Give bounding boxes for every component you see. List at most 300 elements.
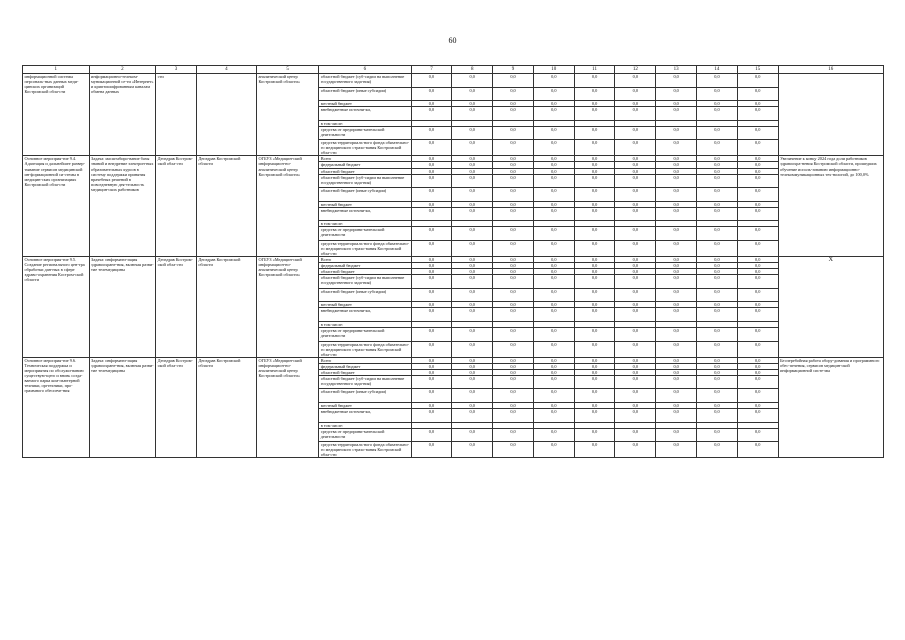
block-c2-cell: Задача: информати-зация здравоохране-ния, включая разви-тие телемедицины xyxy=(89,357,156,458)
value-cell: 0,0 xyxy=(615,107,656,121)
value-cell: 0,0 xyxy=(493,375,534,389)
column-number: 1 xyxy=(23,66,90,74)
value-cell: 0,0 xyxy=(411,341,452,357)
value-cell: 0,0 xyxy=(697,389,738,403)
value-cell: 0,0 xyxy=(533,341,574,357)
value-cell: 0,0 xyxy=(533,74,574,88)
value-cell: 0,0 xyxy=(615,126,656,140)
block-c2-cell: Задача: информати-зация здравоохране-ния, включая разви-тие телемедицины xyxy=(89,257,156,358)
funding-source-label: местный бюджет xyxy=(319,302,411,308)
value-cell: 0,0 xyxy=(615,257,656,263)
funding-source-label: областной бюджет xyxy=(319,168,411,174)
value-cell: 0,0 xyxy=(452,140,493,156)
funding-source-label: в том числе: xyxy=(319,120,411,126)
funding-source-label: в том числе: xyxy=(319,422,411,428)
value-cell: 0,0 xyxy=(574,168,615,174)
value-cell: 0,0 xyxy=(697,328,738,342)
value-cell: 0,0 xyxy=(574,126,615,140)
column-number: 3 xyxy=(156,66,197,74)
value-cell: 0,0 xyxy=(452,162,493,168)
value-cell: 0,0 xyxy=(411,126,452,140)
value-cell: 0,0 xyxy=(656,227,697,241)
column-number: 12 xyxy=(615,66,656,74)
value-cell: 0,0 xyxy=(493,442,534,458)
value-cell: 0,0 xyxy=(493,140,534,156)
funding-source-label: средства территориаль-ного фонда обязательно-го медицинского страхо-вания Костромской обла-сти xyxy=(320,341,410,357)
value-cell: 0,0 xyxy=(493,201,534,207)
page-number: 60 xyxy=(448,36,457,45)
value-cell: 0,0 xyxy=(493,341,534,357)
column-number: 16 xyxy=(778,66,883,74)
value-cell: 0,0 xyxy=(452,275,493,289)
value-cell: 0,0 xyxy=(697,269,738,275)
value-cell: 0,0 xyxy=(737,442,778,458)
value-cell: 0,0 xyxy=(452,409,493,423)
value-cell: 0,0 xyxy=(411,357,452,363)
value-cell: 0,0 xyxy=(697,188,738,202)
value-cell: 0,0 xyxy=(574,389,615,403)
block-c3-cell: Депздрав Костром-ской обла-сти xyxy=(156,257,197,358)
funding-source-label: областной бюджет (суб-сидии на выполнение государственного зада-ния) xyxy=(319,74,411,88)
value-cell: 0,0 xyxy=(697,369,738,375)
value-cell: 0,0 xyxy=(615,402,656,408)
block-c1-cell: Основное мероприя-тие 9.4. Адаптация и дальнейшее развер-тывание сервисов медицинской ин-формационной си-стемы в медицин-ских организациях Костромской обла-сти xyxy=(23,156,90,257)
value-cell: 0,0 xyxy=(493,87,534,101)
block-c1-cell: информационной системы персональ-ных данных меди-цинских организаций Костромской обла-сти xyxy=(23,74,90,156)
block-c3-cell: Депздрав Костром-ской обла-сти xyxy=(156,357,197,458)
value-cell: 0,0 xyxy=(737,375,778,389)
value-cell: 0,0 xyxy=(411,409,452,423)
value-cell: 0,0 xyxy=(697,87,738,101)
funding-source-label: областной бюджет (иные субсидии) xyxy=(319,188,411,202)
value-cell: 0,0 xyxy=(737,257,778,263)
value-cell: 0,0 xyxy=(452,207,493,221)
value-cell: 0,0 xyxy=(615,87,656,101)
value-cell: 0,0 xyxy=(697,156,738,162)
value-cell: 0,0 xyxy=(533,428,574,442)
value-cell: 0,0 xyxy=(615,363,656,369)
value-cell: 0,0 xyxy=(452,126,493,140)
funding-source-label: Всего xyxy=(319,357,411,363)
value-cell: 0,0 xyxy=(452,363,493,369)
value-cell: 0,0 xyxy=(533,269,574,275)
block-c1-cell: Основное мероприя-тие 9.5. Создание регионального цен-тра обработки дан-ных в сфере здраво-охранения Костром-ской области xyxy=(23,257,90,358)
value-cell: 0,0 xyxy=(656,201,697,207)
value-cell: 0,0 xyxy=(656,87,697,101)
value-cell: 0,0 xyxy=(533,302,574,308)
block-c5-cell: ОГБУЗ «Медицин-ский информацион-но-аналитический центр Костромской области» xyxy=(256,156,318,257)
value-cell: 0,0 xyxy=(574,375,615,389)
value-cell: 0,0 xyxy=(574,409,615,423)
value-cell: 0,0 xyxy=(533,363,574,369)
funding-source-label: местный бюджет xyxy=(319,101,411,107)
value-cell: 0,0 xyxy=(656,302,697,308)
value-cell: 0,0 xyxy=(656,188,697,202)
value-cell: 0,0 xyxy=(656,101,697,107)
value-cell: 0,0 xyxy=(737,240,778,256)
value-cell: 0,0 xyxy=(656,341,697,357)
value-cell: 0,0 xyxy=(615,442,656,458)
value-cell: 0,0 xyxy=(411,168,452,174)
value-cell: 0,0 xyxy=(697,402,738,408)
funding-source-label: Всего xyxy=(319,156,411,162)
funding-source-label: внебюджетные источни-ки, xyxy=(319,107,411,121)
value-cell: 0,0 xyxy=(493,107,534,121)
value-cell: 0,0 xyxy=(574,275,615,289)
value-cell: 0,0 xyxy=(574,442,615,458)
value-cell: 0,0 xyxy=(697,288,738,302)
value-cell: 0,0 xyxy=(411,308,452,322)
value-cell: 0,0 xyxy=(533,201,574,207)
value-cell: 0,0 xyxy=(615,188,656,202)
value-cell: 0,0 xyxy=(452,263,493,269)
value-cell: 0,0 xyxy=(656,409,697,423)
value-cell: 0,0 xyxy=(737,308,778,322)
funding-source-label: Всего xyxy=(319,257,411,263)
value-cell: 0,0 xyxy=(533,240,574,256)
value-cell: 0,0 xyxy=(493,389,534,403)
value-cell: 0,0 xyxy=(452,101,493,107)
value-cell: 0,0 xyxy=(533,227,574,241)
value-cell: 0,0 xyxy=(615,357,656,363)
value-cell: 0,0 xyxy=(452,107,493,121)
value-cell: 0,0 xyxy=(737,389,778,403)
column-number: 6 xyxy=(319,66,411,74)
column-number: 14 xyxy=(697,66,738,74)
block-c4-cell: Депздрав Костромской области xyxy=(196,257,256,358)
value-cell: 0,0 xyxy=(411,375,452,389)
value-cell: 0,0 xyxy=(411,442,452,458)
block-c4-cell xyxy=(196,74,256,156)
value-cell: 0,0 xyxy=(737,402,778,408)
value-cell: 0,0 xyxy=(574,269,615,275)
value-cell: 0,0 xyxy=(656,328,697,342)
value-cell: 0,0 xyxy=(411,207,452,221)
value-cell: 0,0 xyxy=(493,156,534,162)
funding-source-label: внебюджетные источни-ки, xyxy=(319,409,411,423)
block-c3-cell: Депздрав Костром-ской обла-сти xyxy=(156,156,197,257)
value-cell: 0,0 xyxy=(615,269,656,275)
value-cell: 0,0 xyxy=(493,207,534,221)
value-cell: 0,0 xyxy=(493,168,534,174)
value-cell: 0,0 xyxy=(737,74,778,88)
value-cell: 0,0 xyxy=(533,140,574,156)
value-cell: 0,0 xyxy=(615,101,656,107)
funding-source-label: средства территориаль-ного фонда обязательно-го медицинского страхо-вания Костромской обла-сти xyxy=(320,140,410,156)
value-cell: 0,0 xyxy=(533,188,574,202)
value-cell: 0,0 xyxy=(452,328,493,342)
value-cell: 0,0 xyxy=(737,409,778,423)
funding-source-label: областной бюджет (суб-сидии на выполнение государственного зада-ния) xyxy=(319,174,411,188)
value-cell: 0,0 xyxy=(411,227,452,241)
column-number: 7 xyxy=(411,66,452,74)
value-cell: 0,0 xyxy=(615,201,656,207)
expected-result-cell: Увеличение к концу 2024 года доли работников здравоохра-нения Костромской области, прошедших обучение исполь-зованию информационно-телекоммуникационных тех-нологий, до 100,0% xyxy=(778,156,883,257)
value-cell: 0,0 xyxy=(615,227,656,241)
value-cell: 0,0 xyxy=(411,257,452,263)
value-cell: 0,0 xyxy=(493,275,534,289)
funding-table xyxy=(22,65,884,458)
value-cell: 0,0 xyxy=(737,269,778,275)
funding-source-label: областной бюджет (иные субсидии) xyxy=(319,288,411,302)
value-cell: 0,0 xyxy=(737,263,778,269)
funding-source-label: местный бюджет xyxy=(319,402,411,408)
expected-result-cell: X xyxy=(778,257,883,358)
expected-result-cell: Бесперебойная работа обору-дования и программного обес-печения, сервисов медицин-ской информационной систе-мы xyxy=(778,357,883,458)
value-cell: 0,0 xyxy=(452,201,493,207)
value-cell: 0,0 xyxy=(574,257,615,263)
value-cell: 0,0 xyxy=(574,357,615,363)
value-cell: 0,0 xyxy=(574,107,615,121)
value-cell: 0,0 xyxy=(737,341,778,357)
column-number: 2 xyxy=(89,66,156,74)
value-cell: 0,0 xyxy=(411,156,452,162)
value-cell: 0,0 xyxy=(452,227,493,241)
value-cell: 0,0 xyxy=(615,240,656,256)
funding-source-label: средства от предприни-мательской деятельности xyxy=(319,227,411,241)
value-cell: 0,0 xyxy=(697,363,738,369)
value-cell: 0,0 xyxy=(697,74,738,88)
value-cell: 0,0 xyxy=(533,369,574,375)
value-cell: 0,0 xyxy=(493,308,534,322)
value-cell: 0,0 xyxy=(737,363,778,369)
value-cell: 0,0 xyxy=(411,263,452,269)
value-cell: 0,0 xyxy=(452,341,493,357)
funding-source-label: внебюджетные источни-ки, xyxy=(319,308,411,322)
value-cell: 0,0 xyxy=(574,369,615,375)
funding-source-label: областной бюджет (суб-сидии на выполнение государственного зада-ния) xyxy=(319,275,411,289)
value-cell: 0,0 xyxy=(411,428,452,442)
value-cell: 0,0 xyxy=(493,428,534,442)
value-cell: 0,0 xyxy=(737,227,778,241)
value-cell: 0,0 xyxy=(452,87,493,101)
value-cell: 0,0 xyxy=(533,207,574,221)
column-number-row xyxy=(23,66,884,74)
value-cell: 0,0 xyxy=(697,375,738,389)
value-cell: 0,0 xyxy=(737,275,778,289)
value-cell: 0,0 xyxy=(533,375,574,389)
value-cell: 0,0 xyxy=(697,126,738,140)
value-cell: 0,0 xyxy=(533,156,574,162)
value-cell: 0,0 xyxy=(615,207,656,221)
value-cell: 0,0 xyxy=(493,257,534,263)
value-cell: 0,0 xyxy=(493,74,534,88)
value-cell: 0,0 xyxy=(697,207,738,221)
block-c2-cell: информационно-телеком-муникационной се-ти «Интернет» и криптошифрованным каналам обмена данных xyxy=(89,74,156,156)
value-cell: 0,0 xyxy=(452,269,493,275)
value-cell: 0,0 xyxy=(452,428,493,442)
value-cell: 0,0 xyxy=(411,74,452,88)
value-cell: 0,0 xyxy=(737,174,778,188)
value-cell: 0,0 xyxy=(737,207,778,221)
value-cell: 0,0 xyxy=(656,263,697,269)
value-cell: 0,0 xyxy=(452,257,493,263)
value-cell: 0,0 xyxy=(574,288,615,302)
value-cell: 0,0 xyxy=(615,341,656,357)
value-cell: 0,0 xyxy=(574,240,615,256)
value-cell: 0,0 xyxy=(697,428,738,442)
value-cell: 0,0 xyxy=(533,263,574,269)
value-cell: 0,0 xyxy=(533,168,574,174)
value-cell: 0,0 xyxy=(615,74,656,88)
value-cell: 0,0 xyxy=(615,275,656,289)
value-cell: 0,0 xyxy=(737,302,778,308)
value-cell: 0,0 xyxy=(656,257,697,263)
value-cell: 0,0 xyxy=(615,162,656,168)
table-row xyxy=(23,74,884,88)
value-cell: 0,0 xyxy=(656,402,697,408)
value-cell: 0,0 xyxy=(737,201,778,207)
value-cell: 0,0 xyxy=(574,227,615,241)
value-cell: 0,0 xyxy=(737,328,778,342)
value-cell: 0,0 xyxy=(615,174,656,188)
value-cell: 0,0 xyxy=(493,369,534,375)
column-number: 10 xyxy=(533,66,574,74)
column-number: 13 xyxy=(656,66,697,74)
value-cell: 0,0 xyxy=(574,402,615,408)
value-cell: 0,0 xyxy=(615,369,656,375)
value-cell: 0,0 xyxy=(411,162,452,168)
value-cell: 0,0 xyxy=(493,363,534,369)
value-cell: 0,0 xyxy=(411,174,452,188)
value-cell: 0,0 xyxy=(452,74,493,88)
value-cell: 0,0 xyxy=(615,375,656,389)
value-cell: 0,0 xyxy=(697,308,738,322)
value-cell: 0,0 xyxy=(452,442,493,458)
value-cell: 0,0 xyxy=(411,328,452,342)
value-cell: 0,0 xyxy=(452,168,493,174)
value-cell: 0,0 xyxy=(737,188,778,202)
value-cell: 0,0 xyxy=(574,101,615,107)
value-cell: 0,0 xyxy=(656,442,697,458)
value-cell: 0,0 xyxy=(656,74,697,88)
value-cell: 0,0 xyxy=(697,140,738,156)
value-cell: 0,0 xyxy=(411,188,452,202)
value-cell: 0,0 xyxy=(411,302,452,308)
value-cell: 0,0 xyxy=(574,302,615,308)
value-cell: 0,0 xyxy=(656,357,697,363)
value-cell: 0,0 xyxy=(656,363,697,369)
column-number: 4 xyxy=(196,66,256,74)
value-cell: 0,0 xyxy=(493,188,534,202)
value-cell: 0,0 xyxy=(656,156,697,162)
value-cell: 0,0 xyxy=(411,107,452,121)
value-cell: 0,0 xyxy=(493,126,534,140)
value-cell: 0,0 xyxy=(697,174,738,188)
value-cell: 0,0 xyxy=(411,240,452,256)
value-cell: 0,0 xyxy=(493,328,534,342)
value-cell: 0,0 xyxy=(737,288,778,302)
value-cell: 0,0 xyxy=(574,140,615,156)
value-cell: 0,0 xyxy=(533,174,574,188)
value-cell: 0,0 xyxy=(452,288,493,302)
value-cell: 0,0 xyxy=(574,87,615,101)
value-cell: 0,0 xyxy=(574,174,615,188)
expected-result-cell xyxy=(778,74,883,156)
value-cell: 0,0 xyxy=(533,402,574,408)
value-cell: 0,0 xyxy=(737,126,778,140)
value-cell: 0,0 xyxy=(615,328,656,342)
value-cell: 0,0 xyxy=(697,442,738,458)
value-cell: 0,0 xyxy=(656,107,697,121)
value-cell: 0,0 xyxy=(493,409,534,423)
value-cell: 0,0 xyxy=(656,126,697,140)
value-cell: 0,0 xyxy=(493,227,534,241)
funding-source-label: в том числе: xyxy=(319,221,411,227)
value-cell: 0,0 xyxy=(411,363,452,369)
value-cell: 0,0 xyxy=(697,201,738,207)
value-cell: 0,0 xyxy=(574,341,615,357)
funding-source-label: федеральный бюджет xyxy=(319,363,411,369)
value-cell: 0,0 xyxy=(533,288,574,302)
value-cell: 0,0 xyxy=(493,288,534,302)
value-cell: 0,0 xyxy=(452,375,493,389)
value-cell: 0,0 xyxy=(574,428,615,442)
value-cell: 0,0 xyxy=(656,389,697,403)
value-cell: 0,0 xyxy=(493,162,534,168)
value-cell: 0,0 xyxy=(452,174,493,188)
value-cell: 0,0 xyxy=(656,428,697,442)
value-cell: 0,0 xyxy=(574,207,615,221)
value-cell: 0,0 xyxy=(656,174,697,188)
funding-source-label: областной бюджет (иные субсидии) xyxy=(319,389,411,403)
value-cell: 0,0 xyxy=(574,328,615,342)
funding-source-label: средства территориаль-ного фонда обязательно-го медицинского страхо-вания Костромской обла-сти xyxy=(320,442,410,458)
value-cell: 0,0 xyxy=(493,357,534,363)
value-cell: 0,0 xyxy=(533,107,574,121)
value-cell: 0,0 xyxy=(697,227,738,241)
value-cell: 0,0 xyxy=(697,107,738,121)
value-cell: 0,0 xyxy=(533,126,574,140)
value-cell: 0,0 xyxy=(533,308,574,322)
value-cell: 0,0 xyxy=(452,357,493,363)
funding-source-label: внебюджетные источни-ки, xyxy=(319,207,411,221)
funding-source-label: областной бюджет xyxy=(319,369,411,375)
value-cell: 0,0 xyxy=(615,389,656,403)
value-cell: 0,0 xyxy=(411,140,452,156)
value-cell: 0,0 xyxy=(411,389,452,403)
value-cell: 0,0 xyxy=(452,369,493,375)
value-cell: 0,0 xyxy=(452,389,493,403)
value-cell: 0,0 xyxy=(493,240,534,256)
value-cell: 0,0 xyxy=(615,428,656,442)
value-cell: 0,0 xyxy=(656,375,697,389)
value-cell: 0,0 xyxy=(533,87,574,101)
funding-source-label: средства территориаль-ного фонда обязательно-го медицинского страхо-вания Костромской обла-сти xyxy=(320,240,410,256)
funding-source-label: средства от предприни-мательской деятельности xyxy=(319,428,411,442)
value-cell: 0,0 xyxy=(697,168,738,174)
value-cell: 0,0 xyxy=(737,369,778,375)
value-cell: 0,0 xyxy=(574,263,615,269)
value-cell: 0,0 xyxy=(493,174,534,188)
value-cell: 0,0 xyxy=(574,308,615,322)
value-cell: 0,0 xyxy=(411,201,452,207)
block-c5-cell: аналитический центр Костромской области» xyxy=(256,74,318,156)
value-cell: 0,0 xyxy=(493,302,534,308)
block-c3-cell: сти xyxy=(156,74,197,156)
value-cell: 0,0 xyxy=(656,140,697,156)
value-cell: 0,0 xyxy=(411,275,452,289)
value-cell: 0,0 xyxy=(697,257,738,263)
value-cell: 0,0 xyxy=(533,389,574,403)
value-cell: 0,0 xyxy=(574,162,615,168)
value-cell: 0,0 xyxy=(452,240,493,256)
value-cell: 0,0 xyxy=(697,162,738,168)
value-cell: 0,0 xyxy=(574,74,615,88)
value-cell: 0,0 xyxy=(533,357,574,363)
value-cell: 0,0 xyxy=(533,162,574,168)
block-c5-cell: ОГБУЗ «Медицин-ский информацион-но-аналитический центр Костромской области» xyxy=(256,257,318,358)
